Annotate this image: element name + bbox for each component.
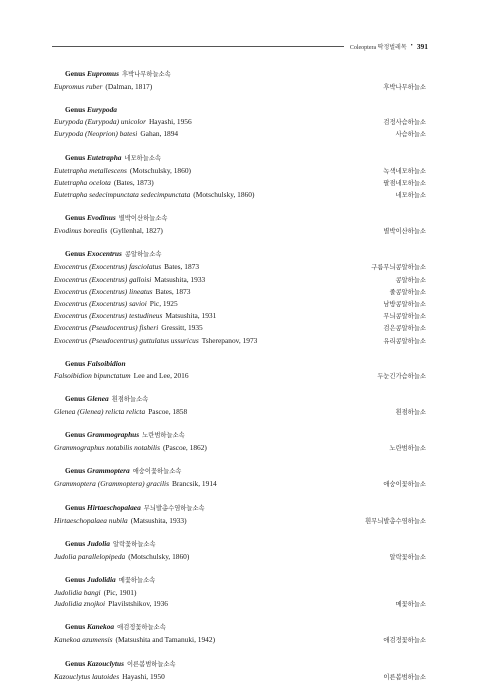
genus-block [54,501,426,527]
species-korean-name: 노란범하늘소 [389,445,426,453]
header-bullet: • [410,43,413,49]
species-korean-name: 유리콩알하늘소 [383,337,426,345]
genus-label: Genus [65,105,86,115]
genus-korean-name: 애숭이꽃하늘소속 [132,468,182,476]
header-rule [52,46,344,47]
species-scientific [54,322,203,333]
species-korean-name: 콩알하늘소 [395,276,426,284]
genus-block [54,620,426,646]
genus-korean-name: 후박나무하늘소속 [122,71,171,78]
species-scientific [54,335,257,346]
species-row [54,322,426,334]
genus-korean-name: 흰점하늘소속 [111,396,149,404]
species-scientific [54,298,178,309]
genus-label: Genus [65,249,86,259]
species-row [54,298,426,310]
species-scientific [54,286,190,297]
species-name: Exocentrus (Exocentrus) fasciolatus [54,262,162,272]
species-author: Gahan, 1894 [140,129,179,139]
species-korean-name: 녹색네모하늘소 [383,167,426,175]
species-korean-name: 애숭이꽃하늘소 [383,481,426,489]
genus-korean-name: 무늬발총수염하늘소속 [143,504,205,512]
genus-name: Judolia [87,538,110,548]
species-korean-name: 검정사슴하늘소 [383,119,426,127]
genus-label: Genus [65,466,86,476]
species-row [54,634,426,646]
species-name: Falsoibidion bipunctatum [54,370,131,380]
genus-block [54,67,426,93]
genus-label: Genus [65,358,86,368]
species-author: Hayashi, 1956 [148,117,192,127]
genus-name: Hirtaeschopalaea [87,502,141,512]
genus-block [54,464,426,490]
species-name: Hirtaeschopalaea nubila [54,515,128,525]
genus-label: Genus [65,502,86,512]
species-row [54,551,426,563]
species-name: Grammoptera (Grammoptera) gracilis [54,479,169,489]
species-name: Exocentrus (Pseudocentrus) guttulatus ussuricus [54,335,199,345]
species-author: (Pascoe, 1862) [162,443,207,453]
genus-label: Genus [65,538,86,548]
species-checklist [54,67,426,693]
species-author: Lee and Lee, 2016 [133,370,189,380]
species-scientific [54,274,205,285]
species-row [54,274,426,286]
genus-name: Eupromus [87,69,120,78]
species-korean-name: 흰무늬발총수염하늘소 [365,517,426,525]
genus-label: Genus [65,152,86,162]
genus-korean-name: 콩알하늘소속 [124,251,162,259]
species-author: Plavilstshikov, 1936 [108,599,169,609]
species-author: Pascoe, 1858 [148,407,188,417]
species-name: Kanekoa azumensis [54,635,113,645]
species-name: Exocentrus (Exocentrus) lineatus [54,286,153,296]
species-korean-name: 후박나무하늘소 [383,84,426,91]
species-name: Judolidia bangi [54,588,101,598]
genus-heading [54,657,426,671]
genus-korean-name: 노란범하늘소속 [142,432,185,440]
species-row [54,478,426,490]
species-name: Eutetrapha ocelota [54,177,111,187]
species-name: Glenea (Glenea) relicta relicta [54,407,146,417]
species-author: (Matsushita, 1933) [130,515,187,525]
genus-heading [54,103,426,116]
species-author: Hayashi, 1950 [122,671,165,681]
species-author: Pic, 1925 [149,299,178,309]
species-korean-name: 구름무늬콩알하늘소 [371,264,426,272]
genus-label: Genus [65,430,86,440]
species-author: (Gyllenhal, 1827) [110,226,163,236]
genus-name: Evodinus [87,213,116,223]
genus-name: Kanekoa [87,622,115,632]
genus-label: Genus [65,69,86,78]
species-korean-name: 두눈긴가슴하늘소 [377,372,426,380]
species-name: Eurypoda (Eurypoda) unicolor [54,117,146,127]
genus-korean-name: 별박이산하늘소속 [118,215,168,223]
species-korean-name: 흰점하늘소 [395,409,426,417]
species-author: (Bates, 1873) [113,177,154,187]
genus-name: Grammoptera [87,466,130,476]
species-scientific [54,370,189,381]
species-author: Matsushita, 1933 [154,274,206,284]
species-row [54,225,426,237]
species-row [54,165,426,177]
species-row [54,335,426,347]
species-scientific [54,442,207,453]
genus-korean-name: 애검정꽃하늘소속 [117,624,166,632]
species-korean-name: 애검정꽃하늘소 [383,637,426,645]
species-row [54,310,426,322]
genus-block [54,537,426,563]
species-author: Tsherepanov, 1973 [201,335,258,345]
genus-heading [54,501,426,515]
genus-block [54,428,426,454]
species-scientific [54,189,254,200]
genus-heading [54,392,426,406]
species-author: Bates, 1873 [155,286,191,296]
species-name: Judolidia znojkoi [54,599,106,609]
species-scientific [54,551,189,562]
genus-heading [54,151,426,165]
genus-heading [54,620,426,634]
species-name: Kazouclytus lautoides [54,671,120,681]
genus-block [54,573,426,610]
species-name: Exocentrus (Pseudocentrus) fisheri [54,323,159,333]
genus-heading [54,247,426,261]
species-row [54,261,426,273]
genus-block [54,392,426,418]
species-row [54,406,426,418]
species-scientific [54,81,152,92]
genus-block [54,151,426,202]
genus-korean-name: 이른봄범하늘소속 [126,660,176,668]
genus-name: Falsoibidion [87,358,126,368]
species-author: (Motschulsky, 1860) [193,190,255,200]
species-row [54,671,426,683]
genus-label: Genus [65,658,86,668]
species-author: (Dalman, 1817) [105,82,153,91]
genus-korean-name: 네모하늘소속 [124,154,161,162]
running-header [52,40,428,52]
genus-block [54,211,426,237]
species-scientific [54,128,178,139]
species-name: Exocentrus (Exocentrus) galloisi [54,274,152,284]
genus-name: Kazouclytus [87,658,124,668]
species-name: Judolia parallelopipeda [54,551,126,561]
genus-name: Eutetrapha [87,152,122,162]
genus-name: Grammographus [87,430,140,440]
species-scientific [54,261,199,272]
species-scientific [54,406,187,417]
species-scientific [54,225,163,236]
genus-label: Genus [65,213,86,223]
species-scientific [54,116,192,127]
genus-heading [54,428,426,442]
species-author: (Pic, 1901) [103,588,137,598]
genus-korean-name: 알락꽃하늘소속 [113,540,156,548]
species-korean-name: 검은콩알하늘소 [383,325,426,333]
genus-heading [54,537,426,551]
species-scientific [54,177,154,188]
species-name: Eurypoda (Neoprion) batesi [54,129,138,139]
species-korean-name: 네모하늘소 [395,192,426,200]
species-row [54,81,426,93]
species-row [54,128,426,140]
species-name: Exocentrus (Exocentrus) savioi [54,299,147,309]
species-korean-name: 팔점네모하늘소 [383,179,426,187]
species-author: (Motschulsky, 1860) [129,165,191,175]
genus-label: Genus [65,622,86,632]
species-row [54,598,426,610]
species-scientific [54,165,191,176]
species-name: Evodinus borealis [54,226,108,236]
genus-heading [54,211,426,225]
genus-heading [54,357,426,370]
genus-heading [54,67,426,81]
species-name: Grammographus notabilis notabilis [54,443,160,453]
species-name: Eupromus ruber [54,82,103,91]
genus-label: Genus [65,394,86,404]
species-row [54,286,426,298]
species-row [54,442,426,454]
species-row [54,116,426,128]
species-row [54,515,426,527]
species-name: Eutetrapha sedecimpunctata sedecimpunctata [54,190,191,200]
species-korean-name: 무늬콩알하늘소 [383,313,426,321]
species-korean-name: 남방콩알하늘소 [383,301,426,309]
species-author: (Matsushita and Tamanuki, 1942) [115,635,216,645]
species-korean-name: 줄콩알하늘소 [389,288,426,296]
species-scientific [54,478,217,489]
genus-name: Judolidia [87,575,116,585]
species-scientific [54,310,216,321]
genus-block [54,357,426,382]
species-row [54,189,426,201]
species-row [54,370,426,382]
species-author: Matsushita, 1931 [165,311,217,321]
page-number: 391 [416,41,428,51]
genus-name: Glenea [87,394,109,404]
species-row [54,587,426,598]
species-author: Brancsik, 1914 [171,479,217,489]
running-header-title: Coleoptera 딱정벌레목 [349,44,407,51]
species-author: Bates, 1873 [164,262,200,272]
genus-label: Genus [65,575,86,585]
genus-heading [54,464,426,478]
species-korean-name: 메꽃하늘소 [395,601,426,609]
species-scientific [54,598,168,609]
species-scientific [54,634,215,645]
species-author: Gressitt, 1935 [161,323,203,333]
species-korean-name: 이른봄범하늘소 [383,673,426,681]
species-row [54,177,426,189]
genus-heading [54,573,426,587]
species-scientific [54,515,187,526]
species-korean-name: 별박이산하늘소 [383,228,426,236]
species-scientific [54,587,136,598]
species-name: Exocentrus (Exocentrus) testudineus [54,311,163,321]
species-korean-name: 알락꽃하늘소 [389,553,426,561]
genus-korean-name: 메꽃하늘소속 [118,577,156,585]
species-name: Eutetrapha metallescens [54,165,127,175]
genus-block [54,103,426,140]
species-korean-name: 사슴하늘소 [395,131,426,139]
genus-name: Eurypoda [87,105,117,115]
species-scientific [54,671,165,682]
genus-block [54,247,426,346]
species-author: (Motschulsky, 1860) [128,551,190,561]
genus-name: Exocentrus [87,249,122,259]
